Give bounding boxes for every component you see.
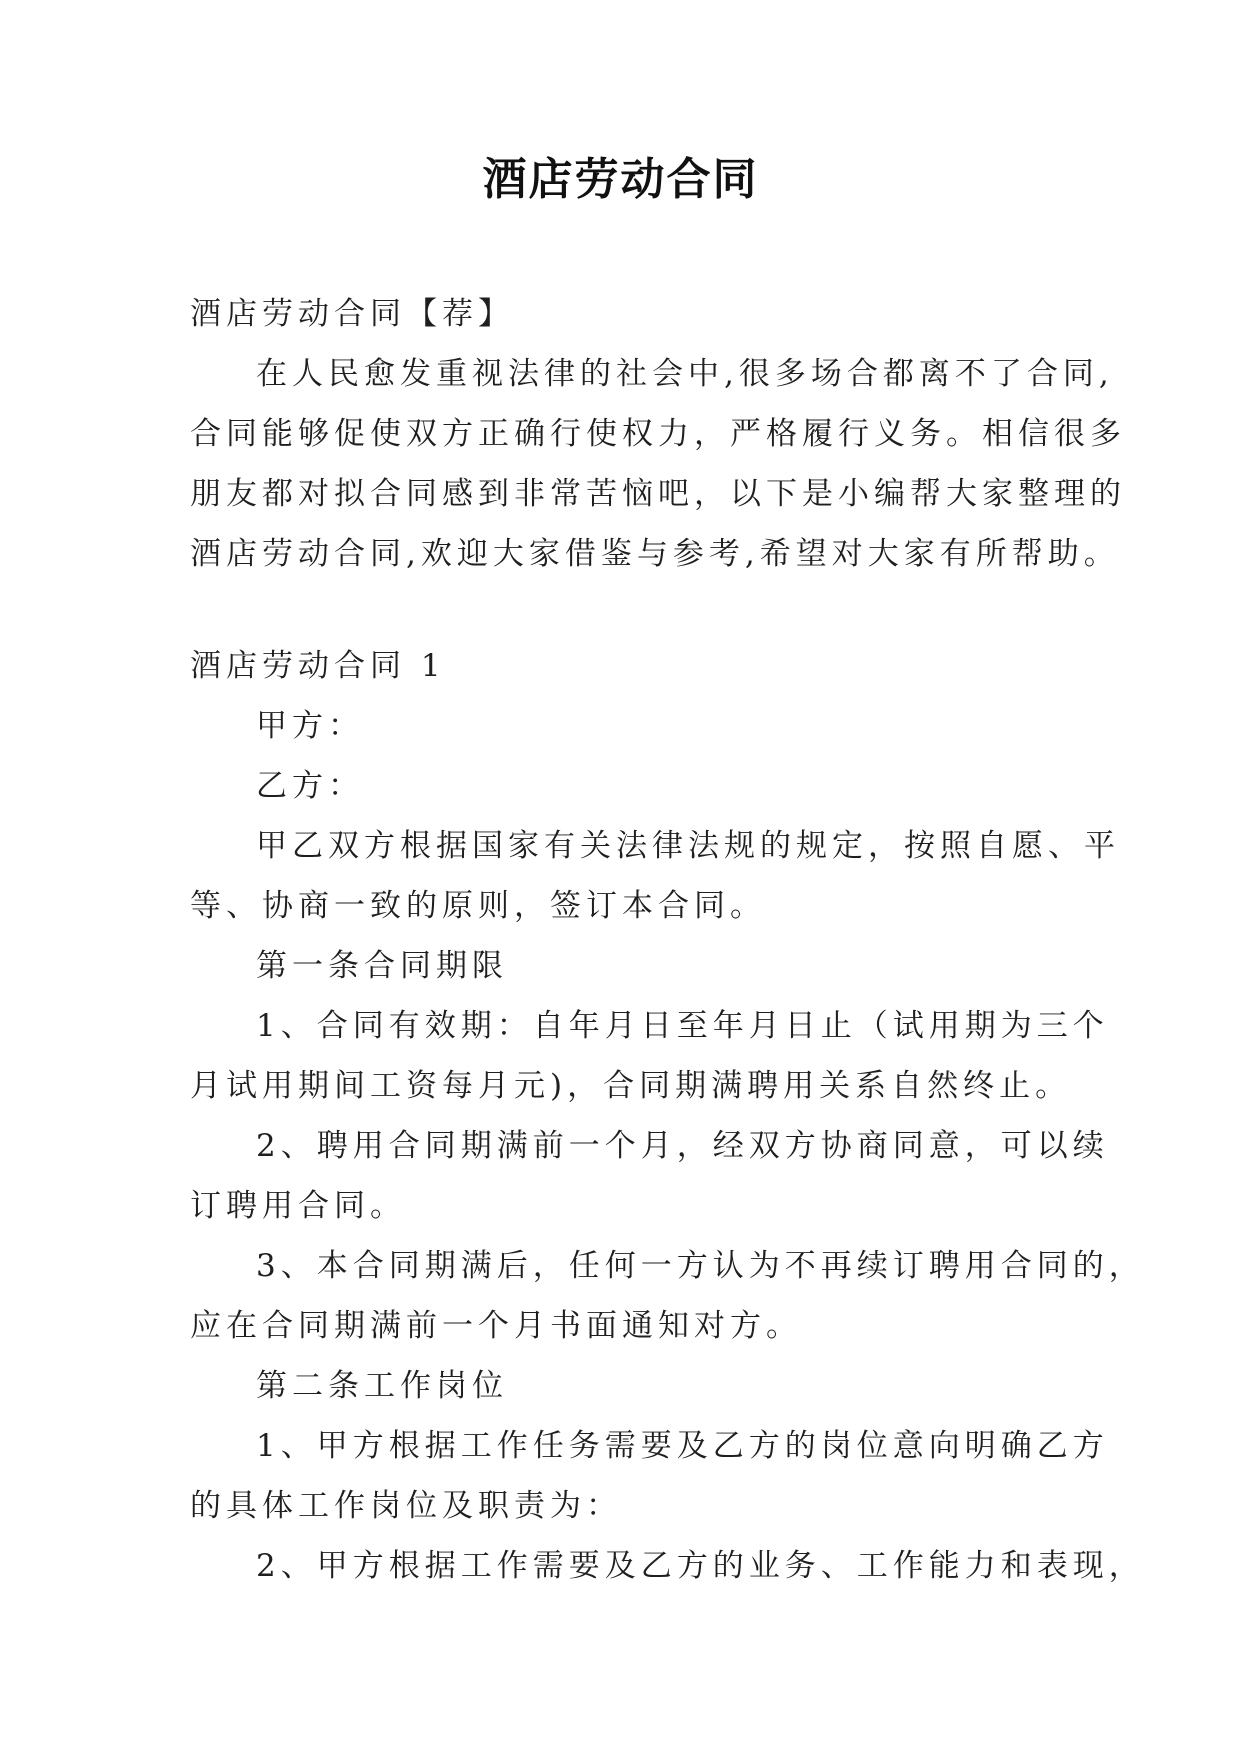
body-line: 应在合同期满前一个月书面通知对方。: [190, 1308, 802, 1344]
body-line: 的具体工作岗位及职责为：: [190, 1488, 622, 1524]
body-line: 1、合同有效期：自年月日至年月日止（试用期为三个: [256, 1008, 1109, 1044]
document-title: 酒店劳动合同: [482, 154, 759, 205]
intro-line-3: 朋友都对拟合同感到非常苦恼吧，以下是小编帮大家整理的: [190, 476, 1126, 512]
body-line: 等、协商一致的原则，签订本合同。: [190, 888, 766, 924]
body-line: 1、甲方根据工作任务需要及乙方的岗位意向明确乙方: [256, 1428, 1109, 1464]
article-heading-1: 第一条合同期限: [256, 948, 508, 984]
subtitle-line: 酒店劳动合同【荐】: [190, 296, 514, 332]
intro-line-1: 在人民愈发重视法律的社会中,很多场合都离不了合同,: [256, 356, 1114, 392]
body-line: 2、甲方根据工作需要及乙方的业务、工作能力和表现，: [256, 1548, 1145, 1584]
section-heading-contract-1: 酒店劳动合同 1: [190, 648, 446, 684]
party-a-line: 甲方：: [256, 708, 364, 744]
body-line: 2、聘用合同期满前一个月，经双方协商同意，可以续: [256, 1128, 1109, 1164]
body-line: 3、本合同期满后，任何一方认为不再续订聘用合同的，: [256, 1248, 1145, 1284]
article-heading-2: 第二条工作岗位: [256, 1368, 508, 1404]
body-line: 月试用期间工资每月元)，合同期满聘用关系自然终止。: [190, 1068, 1072, 1104]
body-line: 甲乙双方根据国家有关法律法规的规定，按照自愿、平: [256, 828, 1120, 864]
body-line: 订聘用合同。: [190, 1188, 406, 1224]
party-b-line: 乙方：: [256, 768, 364, 804]
intro-line-2: 合同能够促使双方正确行使权力，严格履行义务。相信很多: [190, 416, 1126, 452]
intro-line-4: 酒店劳动合同,欢迎大家借鉴与参考,希望对大家有所帮助。: [190, 536, 1120, 572]
